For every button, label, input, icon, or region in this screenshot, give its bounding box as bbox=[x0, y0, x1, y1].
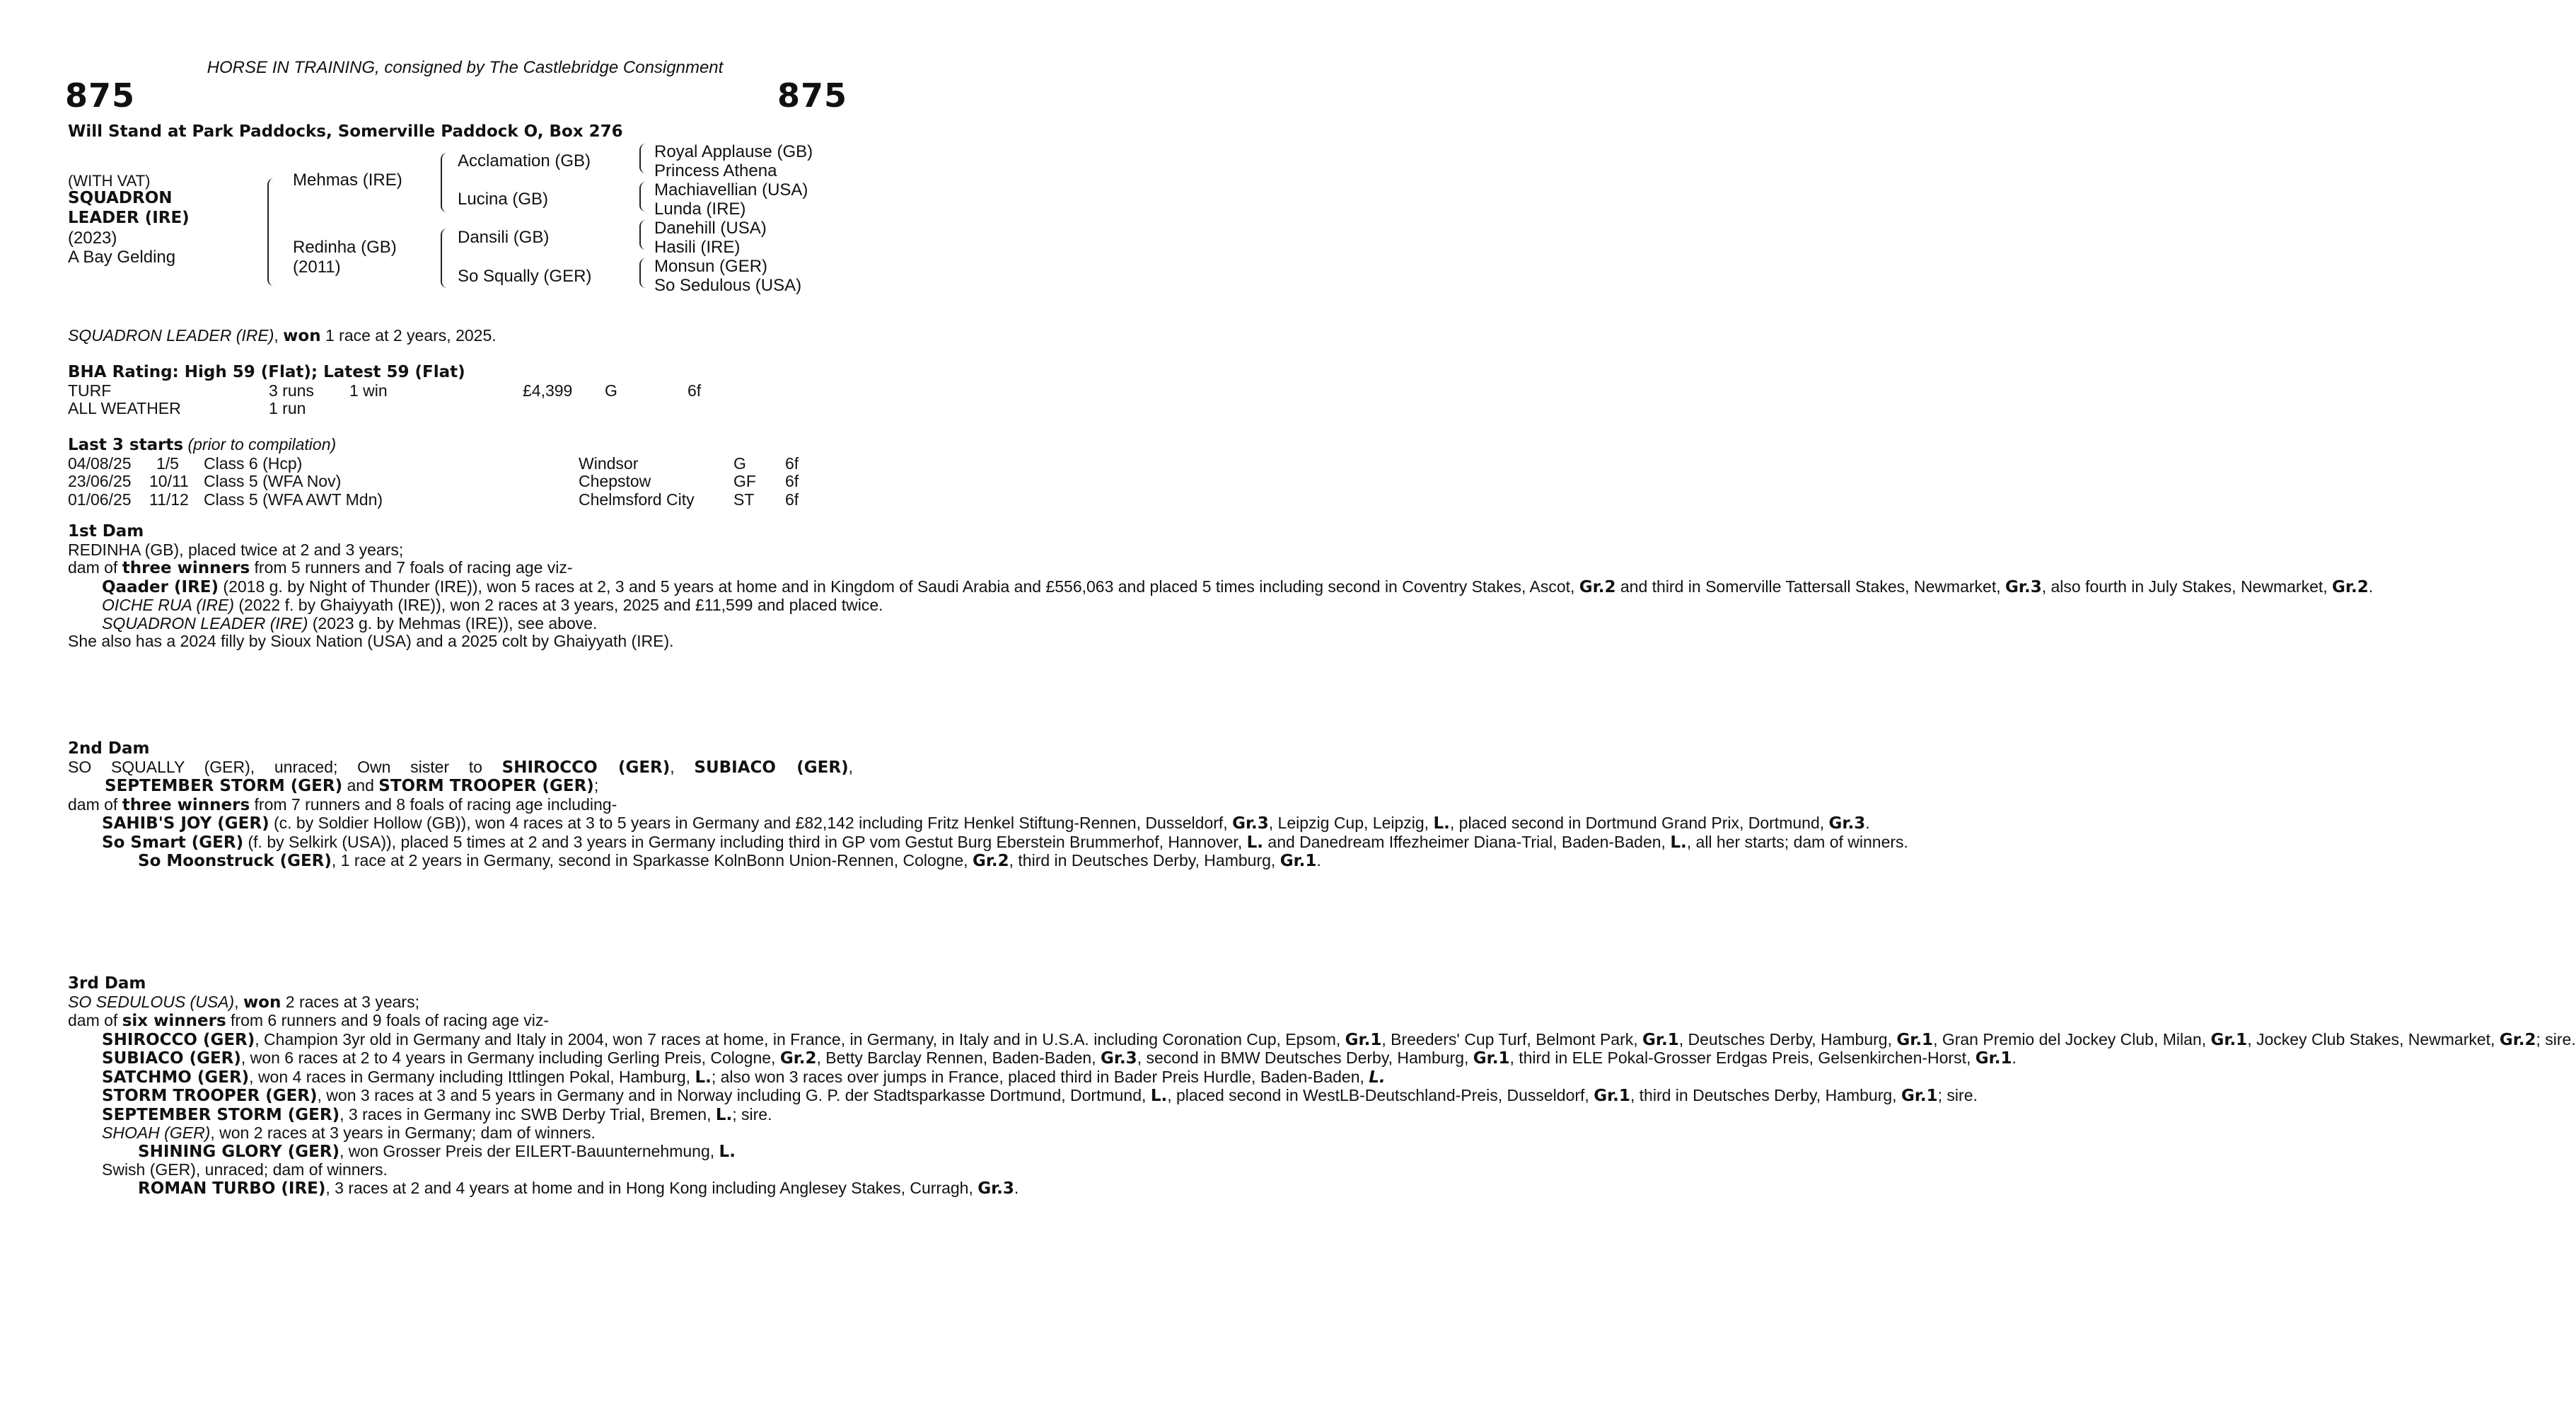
sire-sire-name: Acclamation (GB) bbox=[458, 151, 591, 171]
sire-name: Mehmas (IRE) bbox=[293, 171, 402, 190]
progeny-entry bbox=[68, 615, 853, 633]
progeny-entry: Swish (GER), unraced; dam of winners. bbox=[102, 1160, 388, 1179]
text-fragment: SO SQUALLY (GER), unraced; Own sister to bbox=[68, 757, 502, 776]
start-row bbox=[68, 455, 853, 473]
turf-wins: 1 win bbox=[349, 381, 388, 400]
text-fragment: (c. by Soldier Hollow (GB)), won 4 races at 3 to 5 years in Germany and £82,142 including Fritz Henkel Stiftung-Rennen, Dusseldorf, bbox=[269, 814, 1233, 832]
text-fragment: 2 races at 3 years; bbox=[281, 992, 419, 1011]
progeny-name: STORM TROOPER (GER) bbox=[102, 1087, 318, 1105]
grade-label: Gr.2 bbox=[779, 1049, 817, 1068]
last-starts-heading: Last 3 starts bbox=[68, 436, 184, 454]
summary-text: 1 race at 2 years, 2025. bbox=[320, 326, 497, 345]
text-fragment: , Deutsches Derby, Hamburg, bbox=[1678, 1029, 1897, 1049]
grade-label: L. bbox=[1246, 833, 1264, 852]
third-dam-section bbox=[68, 974, 2576, 1198]
second-dam-produce-line bbox=[68, 796, 853, 815]
grade-label: Gr.1 bbox=[1594, 1087, 1630, 1105]
progeny-name: SHINING GLORY (GER) bbox=[138, 1142, 340, 1161]
second-dam-section bbox=[68, 739, 1908, 871]
rating-aw-row bbox=[68, 400, 853, 418]
start-race: Class 6 (Hcp) bbox=[204, 454, 303, 473]
text-fragment: ; sire. bbox=[2536, 1029, 2576, 1049]
grade-label: Gr.1 bbox=[1473, 1049, 1510, 1068]
sire-dam-name: Lucina (GB) bbox=[458, 190, 549, 209]
text-fragment: , won 6 races at 2 to 4 years in Germany including Gerling Preis, Cologne, bbox=[240, 1049, 780, 1067]
progeny-name: SQUADRON LEADER (IRE) bbox=[102, 613, 308, 633]
text-fragment: , placed second in WestLB-Deutschland-Preis, Dusseldorf, bbox=[1167, 1086, 1594, 1104]
third-dam-produce-line bbox=[68, 1012, 853, 1031]
ds-sire-name: Danehill (USA) bbox=[654, 219, 767, 238]
pedigree-brace-sire bbox=[441, 153, 449, 212]
text-fragment: and third in Somerville Tattersall Stakes, Newmarket, bbox=[1615, 577, 2006, 596]
lot-number-right: 875 bbox=[777, 76, 847, 115]
progeny-entry bbox=[68, 1049, 2017, 1068]
progeny-name: OICHE RUA (IRE) bbox=[102, 596, 234, 614]
grade-label: Gr.3 bbox=[1232, 814, 1269, 833]
text-fragment: dam of bbox=[68, 558, 122, 577]
winners-count: three winners bbox=[122, 559, 250, 577]
text-fragment: , Leipzig Cup, Leipzig, bbox=[1268, 814, 1434, 832]
text-fragment: , 1 race at 2 years in Germany, second in Sparkasse KolnBonn Union-Rennen, Cologne, bbox=[331, 851, 973, 870]
start-distance: 6f bbox=[785, 472, 799, 490]
progeny-name: SATCHMO (GER) bbox=[102, 1068, 250, 1087]
text-fragment: from 7 runners and 8 foals of racing age including- bbox=[250, 795, 617, 814]
dam-sire-name: Dansili (GB) bbox=[458, 228, 550, 247]
start-date: 23/06/25 bbox=[68, 472, 132, 490]
dam-year: (2011) bbox=[293, 258, 341, 277]
stand-location: Will Stand at Park Paddocks, Somerville Paddock O, Box 276 bbox=[68, 122, 623, 141]
progeny-entry bbox=[68, 577, 2374, 597]
grade-label: L. bbox=[1369, 1068, 1386, 1087]
text-fragment: (2022 f. by Ghaiyyath (IRE)), won 2 races at 3 years, 2025 and £11,599 and placed twice. bbox=[234, 596, 883, 614]
start-position: 1/5 bbox=[156, 454, 179, 473]
text-fragment: dam of bbox=[68, 795, 122, 814]
pedigree-brace-g1 bbox=[639, 144, 646, 173]
text-fragment: , Champion 3yr old in Germany and Italy in 2004, won 7 races at home, in France, in Germany, in Italy and in U.S.A. including Coronation Cup, Epsom, bbox=[255, 1029, 1345, 1049]
lot-number-left: 875 bbox=[65, 76, 136, 115]
text-fragment: , third in Deutsches Derby, Hamburg, bbox=[1009, 851, 1280, 870]
text-fragment: . bbox=[2368, 577, 2374, 596]
text-fragment: , placed second in Dortmund Grand Prix, Dortmund, bbox=[1449, 814, 1829, 832]
text-fragment: and bbox=[342, 776, 379, 795]
grade-label: Gr.1 bbox=[1975, 1049, 2012, 1068]
text-fragment: , bbox=[670, 757, 695, 776]
progeny-entry bbox=[68, 1106, 853, 1125]
last-starts-section bbox=[68, 436, 853, 509]
grade-label: Gr.1 bbox=[1896, 1030, 1934, 1049]
progeny-entry bbox=[68, 1178, 1019, 1199]
start-course: Chepstow bbox=[579, 472, 651, 490]
second-dam-line bbox=[68, 758, 853, 778]
race-summary bbox=[68, 327, 853, 346]
progeny-entry bbox=[68, 1086, 1978, 1106]
text-fragment: from 6 runners and 9 foals of racing age viz- bbox=[226, 1011, 550, 1029]
sd-dam-name: Lunda (IRE) bbox=[654, 200, 746, 219]
text-fragment: from 5 runners and 7 foals of racing age viz- bbox=[250, 558, 573, 577]
summary-horse-name: SQUADRON LEADER (IRE) bbox=[68, 326, 274, 345]
text-fragment: and Danedream Iffezheimer Diana-Trial, Baden-Baden, bbox=[1263, 832, 1671, 851]
progeny-name: So Smart (GER) bbox=[102, 833, 244, 852]
grade-label: L. bbox=[715, 1105, 733, 1124]
text-fragment: , 3 races at 2 and 4 years at home and in Hong Kong including Anglesey Stakes, Curragh, bbox=[325, 1178, 978, 1197]
rating-turf-row bbox=[68, 382, 853, 400]
text-fragment: , third in ELE Pokal-Grosser Erdgas Preis, Gelsenkirchen-Horst, bbox=[1509, 1049, 1975, 1067]
winners-count: three winners bbox=[122, 795, 250, 814]
first-dam-line: REDINHA (GB), placed twice at 2 and 3 years; bbox=[68, 540, 404, 559]
dd-dam-name: So Sedulous (USA) bbox=[654, 276, 802, 295]
progeny-entry bbox=[68, 1029, 2576, 1050]
text-fragment: , Gran Premio del Jockey Club, Milan, bbox=[1933, 1029, 2211, 1049]
start-distance: 6f bbox=[785, 454, 799, 473]
text-fragment: . bbox=[1316, 851, 1321, 870]
grade-label: Gr.2 bbox=[1579, 577, 1616, 596]
grade-label: Gr.2 bbox=[972, 852, 1009, 870]
first-dam-produce-line bbox=[68, 559, 853, 578]
grade-label: Gr.1 bbox=[1280, 852, 1317, 870]
turf-runs: 3 runs bbox=[269, 381, 314, 400]
text-fragment: , Betty Barclay Rennen, Baden-Baden, bbox=[816, 1049, 1101, 1067]
progeny-entry bbox=[68, 1143, 853, 1162]
text-fragment: (2018 g. by Night of Thunder (IRE)), won 5 races at 2, 3 and 5 years at home and in Kingdom of Saudi Arabia and £556,063 and placed 5 times including second in Coventry Stakes, Ascot, bbox=[219, 577, 1579, 596]
second-dam-heading: 2nd Dam bbox=[68, 739, 150, 758]
horse-name-line1: SQUADRON bbox=[68, 189, 173, 207]
second-dam-siblings-line bbox=[68, 777, 853, 796]
summary-won: won bbox=[283, 327, 321, 345]
text-fragment: ; sire. bbox=[732, 1104, 772, 1124]
sibling-name: SEPTEMBER STORM (GER) bbox=[105, 777, 343, 795]
progeny-entry bbox=[68, 851, 1321, 871]
horse-year: (2023) bbox=[68, 229, 117, 248]
turf-distance: 6f bbox=[687, 381, 702, 400]
last-starts-note: (prior to compilation) bbox=[187, 435, 337, 454]
progeny-name: SEPTEMBER STORM (GER) bbox=[102, 1105, 340, 1124]
pedigree-brace-main bbox=[267, 178, 276, 286]
progeny-entry bbox=[68, 1124, 853, 1143]
text-fragment: dam of bbox=[68, 1011, 122, 1029]
start-date: 04/08/25 bbox=[68, 454, 132, 473]
grade-label: Gr.3 bbox=[977, 1179, 1014, 1198]
start-distance: 6f bbox=[785, 490, 799, 509]
text-fragment: , won 2 races at 3 years in Germany; dam of winners. bbox=[210, 1124, 596, 1142]
progeny-entry bbox=[68, 832, 1908, 853]
progeny-name: Qaader (IRE) bbox=[102, 577, 219, 596]
pedigree-brace-dam bbox=[441, 229, 449, 288]
pedigree-brace-g2 bbox=[639, 182, 646, 212]
sibling-name: STORM TROOPER (GER) bbox=[378, 777, 594, 795]
text-fragment: , 3 races in Germany inc SWB Derby Trial, Bremen, bbox=[340, 1104, 716, 1124]
grade-label: L. bbox=[1433, 814, 1450, 833]
grade-label: L. bbox=[695, 1068, 712, 1087]
grade-label: L. bbox=[1670, 833, 1687, 852]
start-race: Class 5 (WFA AWT Mdn) bbox=[204, 490, 383, 509]
progeny-entry bbox=[68, 1067, 1386, 1087]
start-going: G bbox=[733, 454, 746, 473]
grade-label: L. bbox=[719, 1142, 736, 1161]
grade-label: Gr.3 bbox=[1828, 814, 1866, 833]
text-fragment: (2023 g. by Mehmas (IRE)), see above. bbox=[308, 613, 598, 633]
turf-going: G bbox=[605, 381, 617, 400]
vat-label: (WITH VAT) bbox=[68, 172, 151, 190]
grade-label: Gr.1 bbox=[1901, 1087, 1938, 1105]
summary-comma: , bbox=[274, 326, 284, 345]
text-fragment: . bbox=[1865, 814, 1870, 832]
start-position: 10/11 bbox=[149, 472, 189, 490]
text-fragment: , also fourth in July Stakes, Newmarket, bbox=[2041, 577, 2333, 596]
third-dam-heading: 3rd Dam bbox=[68, 974, 146, 993]
text-fragment: . bbox=[2012, 1049, 2017, 1067]
first-dam-heading: 1st Dam bbox=[68, 522, 144, 541]
text-fragment: (f. by Selkirk (USA)), placed 5 times at 2 and 3 years in Germany including third in GP vom Gestut Burg Eberstein Brummerhof, Hannover, bbox=[243, 832, 1247, 851]
grade-label: Gr.2 bbox=[2499, 1030, 2536, 1049]
start-going: GF bbox=[733, 472, 756, 490]
start-race: Class 5 (WFA Nov) bbox=[204, 472, 342, 490]
horse-name-line2: LEADER (IRE) bbox=[68, 209, 190, 227]
grade-label: Gr.1 bbox=[1345, 1030, 1382, 1049]
text-fragment: , won 3 races at 3 and 5 years in Germany and in Norway including G. P. der Stadtsparkasse Dortmund, Dortmund, bbox=[317, 1086, 1151, 1104]
sibling-name: SUBIACO (GER) bbox=[694, 758, 849, 777]
aw-runs: 1 run bbox=[269, 399, 306, 417]
text-fragment: , won Grosser Preis der EILERT-Bauunternehmung, bbox=[340, 1141, 719, 1160]
text-fragment: . bbox=[1014, 1178, 1019, 1197]
text-fragment: ; sire. bbox=[1937, 1086, 1978, 1104]
rating-section bbox=[68, 364, 853, 418]
aw-label: ALL WEATHER bbox=[68, 399, 181, 417]
progeny-name: SHOAH (GER) bbox=[102, 1124, 211, 1142]
text-fragment: , won 4 races in Germany including Ittlingen Pokal, Hamburg, bbox=[249, 1067, 695, 1086]
start-going: ST bbox=[733, 490, 755, 509]
sibling-name: SHIROCCO (GER) bbox=[501, 758, 671, 777]
rating-heading: BHA Rating: High 59 (Flat); Latest 59 (Flat) bbox=[68, 363, 465, 381]
text-fragment: , bbox=[848, 757, 853, 776]
turf-label: TURF bbox=[68, 381, 112, 400]
dd-sire-name: Monsun (GER) bbox=[654, 257, 768, 276]
ss-dam-name: Princess Athena bbox=[654, 161, 777, 180]
start-course: Chelmsford City bbox=[579, 490, 695, 509]
text-fragment: , bbox=[234, 992, 243, 1011]
dam-name: Redinha (GB) bbox=[293, 238, 397, 257]
progeny-name: ROMAN TURBO (IRE) bbox=[138, 1179, 326, 1198]
grade-label: Gr.1 bbox=[1642, 1030, 1679, 1049]
progeny-name: SHIROCCO (GER) bbox=[102, 1030, 255, 1049]
text-fragment: , Jockey Club Stakes, Newmarket, bbox=[2247, 1029, 2500, 1049]
grade-label: L. bbox=[1150, 1087, 1168, 1105]
dam-dam-name: So Squally (GER) bbox=[458, 267, 592, 286]
grade-label: Gr.3 bbox=[2005, 577, 2042, 596]
progeny-name: So Moonstruck (GER) bbox=[138, 852, 332, 870]
horse-description: A Bay Gelding bbox=[68, 248, 176, 267]
start-position: 11/12 bbox=[149, 490, 189, 509]
first-dam-section bbox=[68, 522, 2374, 651]
start-date: 01/06/25 bbox=[68, 490, 132, 509]
progeny-name: SUBIACO (GER) bbox=[102, 1049, 241, 1068]
consignment-line: HORSE IN TRAINING, consigned by The Castlebridge Consignment bbox=[207, 58, 724, 77]
text-fragment: , second in BMW Deutsches Derby, Hamburg, bbox=[1137, 1049, 1473, 1067]
text-fragment: , third in Deutsches Derby, Hamburg, bbox=[1630, 1086, 1901, 1104]
grade-label: Gr.2 bbox=[2332, 577, 2369, 596]
sd-sire-name: Machiavellian (USA) bbox=[654, 180, 808, 200]
text-fragment: ; bbox=[593, 776, 599, 795]
pedigree-brace-g3 bbox=[639, 220, 646, 250]
winners-count: six winners bbox=[122, 1012, 226, 1030]
start-row bbox=[68, 473, 853, 491]
text-fragment: , Breeders' Cup Turf, Belmont Park, bbox=[1381, 1029, 1643, 1049]
first-dam-also: She also has a 2024 filly by Sioux Nation (USA) and a 2025 colt by Ghaiyyath (IRE). bbox=[68, 632, 674, 650]
text-fragment: , all her starts; dam of winners. bbox=[1686, 832, 1908, 851]
progeny-name: SAHIB'S JOY (GER) bbox=[102, 814, 269, 833]
start-course: Windsor bbox=[579, 454, 639, 473]
turf-prize: £4,399 bbox=[523, 381, 573, 400]
start-row bbox=[68, 491, 853, 509]
won-label: won bbox=[243, 993, 282, 1012]
progeny-entry bbox=[68, 814, 1870, 833]
progeny-entry bbox=[68, 596, 883, 615]
pedigree-brace-g4 bbox=[639, 258, 646, 288]
grade-label: Gr.3 bbox=[1101, 1049, 1137, 1068]
ss-sire-name: Royal Applause (GB) bbox=[654, 142, 813, 161]
third-dam-line bbox=[68, 993, 853, 1012]
ds-dam-name: Hasili (IRE) bbox=[654, 238, 741, 257]
text-fragment: ; also won 3 races over jumps in France, placed third in Bader Preis Hurdle, Baden-Baden, bbox=[711, 1067, 1369, 1086]
dam-name: SO SEDULOUS (USA) bbox=[68, 992, 235, 1011]
grade-label: Gr.1 bbox=[2210, 1030, 2248, 1049]
